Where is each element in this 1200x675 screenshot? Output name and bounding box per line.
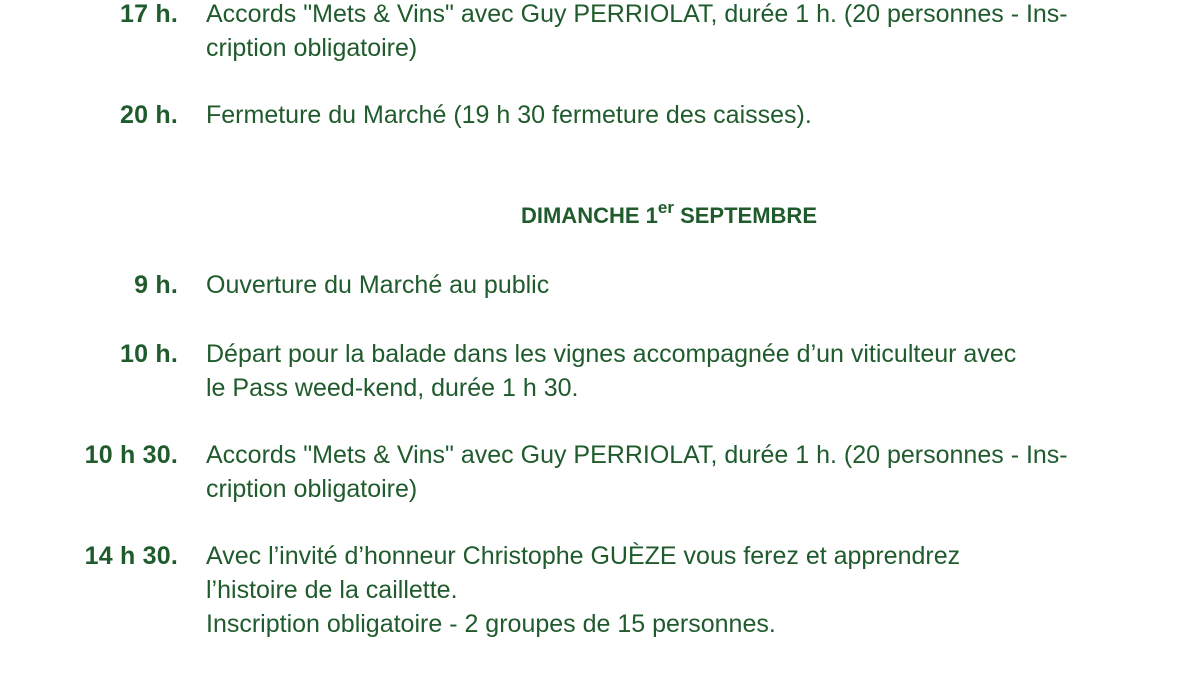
entry-line: l’histoire de la caillette.	[206, 576, 458, 604]
entry-line: Départ pour la balade dans les vignes accompagnée d’un viticulteur avec	[206, 340, 1017, 368]
entry-description	[206, 337, 1136, 405]
entry-description	[206, 0, 1136, 65]
entry-line: le Pass weed-kend, durée 1 h 30.	[206, 374, 579, 402]
entry-line: Accords "Mets & Vins" avec Guy PERRIOLAT, durée 1 h. (20 personnes - Ins-	[206, 0, 1068, 28]
entry-line: Avec l’invité d’honneur Christophe GUÈZE vous ferez et apprendrez	[206, 542, 961, 570]
day-heading-prefix: DIMANCHE 1	[520, 203, 658, 228]
entry-line: Fermeture du Marché (19 h 30 fermeture des caisses).	[206, 101, 812, 129]
entry-time: 10 h 30.	[84, 441, 178, 469]
entry-time: 20 h.	[120, 101, 178, 129]
day-heading-suffix: SEPTEMBRE	[673, 203, 817, 228]
entry-time: 10 h.	[120, 340, 178, 368]
entry-line: Accords "Mets & Vins" avec Guy PERRIOLAT, durée 1 h. (20 personnes - Ins-	[206, 441, 1068, 469]
entry-time: 9 h.	[134, 271, 178, 299]
entry-line: cription obligatoire)	[206, 34, 418, 62]
day-heading-superscript: er	[657, 198, 674, 217]
entry-description	[206, 438, 1136, 506]
entry-line: cription obligatoire)	[206, 475, 418, 503]
entry-description	[206, 268, 1136, 302]
entry-description	[206, 539, 1136, 641]
entry-line: Ouverture du Marché au public	[206, 271, 550, 299]
entry-line: Inscription obligatoire - 2 groupes de 15 personnes.	[206, 610, 776, 638]
entry-time: 14 h 30.	[84, 542, 178, 570]
day-heading	[0, 196, 1200, 236]
entry-description	[206, 98, 1136, 132]
entry-time: 17 h.	[120, 0, 178, 28]
